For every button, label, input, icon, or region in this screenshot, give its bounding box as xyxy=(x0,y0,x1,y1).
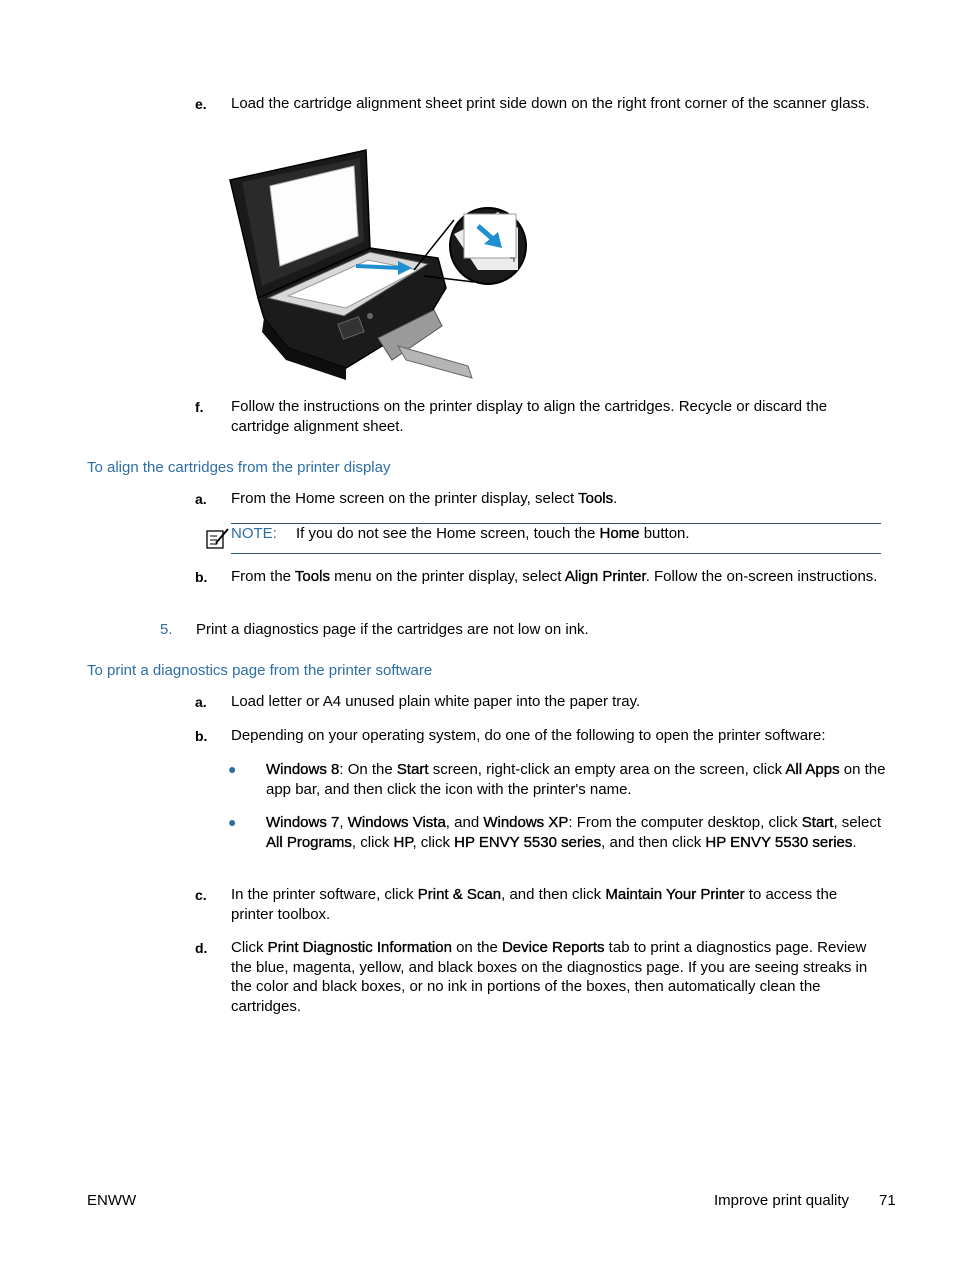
s2-step-c-text: In the printer software, click Print & Scan, and then click Maintain Your Printer to access the printer toolbox. xyxy=(231,886,838,923)
step-f-text: Follow the instructions on the printer display to align the cartridges. Recycle or discard the cartridge alignment sheet. xyxy=(231,398,828,435)
s2-step-a-text: Load letter or A4 unused plain white paper into the paper tray. xyxy=(231,693,641,710)
step-e-text: Load the cartridge alignment sheet print side down on the right front corner of the scanner glass. xyxy=(231,95,870,112)
note-label: NOTE: xyxy=(231,525,277,542)
note-bottom-rule xyxy=(231,553,881,554)
bullet-1-text: Windows 8: On the Start screen, right-click an empty area on the screen, click All Apps on the app bar, and then click the icon with the printer's name. xyxy=(266,761,886,798)
s2-step-d-text: Click Print Diagnostic Information on the Device Reports tab to print a diagnostics page. Review the blue, magenta, yellow, and black boxes on the diagnostics page. If you are seeing streaks in the color and black boxes, or no ink in portions of the boxes, then automatically clean the cartridges. xyxy=(231,939,868,1015)
section-heading-align: To align the cartridges from the printer display xyxy=(87,459,391,476)
step-e-marker: e. xyxy=(195,96,207,112)
section-heading-diagnostics: To print a diagnostics page from the printer software xyxy=(87,662,433,679)
s1-step-a-marker: a. xyxy=(195,491,207,507)
bullet-2-text: Windows 7, Windows Vista, and Windows XP: From the computer desktop, click Start, select All Programs, click HP, click HP ENVY 5530 series, and then click HP ENVY 5530 series. xyxy=(266,814,881,851)
step-5-text: Print a diagnostics page if the cartridges are not low on ink. xyxy=(196,621,589,638)
s2-step-c-marker: c. xyxy=(195,887,207,903)
printer-alignment-illustration xyxy=(228,148,530,382)
step-f-marker: f. xyxy=(195,399,204,415)
s2-step-b-marker: b. xyxy=(195,728,208,744)
note-text: If you do not see the Home screen, touch the Home button. xyxy=(296,525,690,542)
footer-enww: ENWW xyxy=(87,1192,137,1209)
s1-step-b-marker: b. xyxy=(195,569,208,585)
s1-step-b-text: From the Tools menu on the printer display, select Align Printer. Follow the on-screen instructions. xyxy=(231,568,878,585)
s2-step-a-marker: a. xyxy=(195,694,207,710)
bullet-dot-2: ● xyxy=(228,814,237,830)
s1-step-a-text: From the Home screen on the printer display, select Tools. xyxy=(231,490,618,507)
s2-step-d-marker: d. xyxy=(195,940,208,956)
note-icon xyxy=(205,526,231,550)
bullet-dot-1: ● xyxy=(228,761,237,777)
s2-step-b-text: Depending on your operating system, do one of the following to open the printer software: xyxy=(231,727,826,744)
footer-section-title: Improve print quality xyxy=(714,1192,850,1209)
step-5-marker: 5. xyxy=(160,621,173,638)
footer-page-number: 71 xyxy=(879,1192,896,1209)
